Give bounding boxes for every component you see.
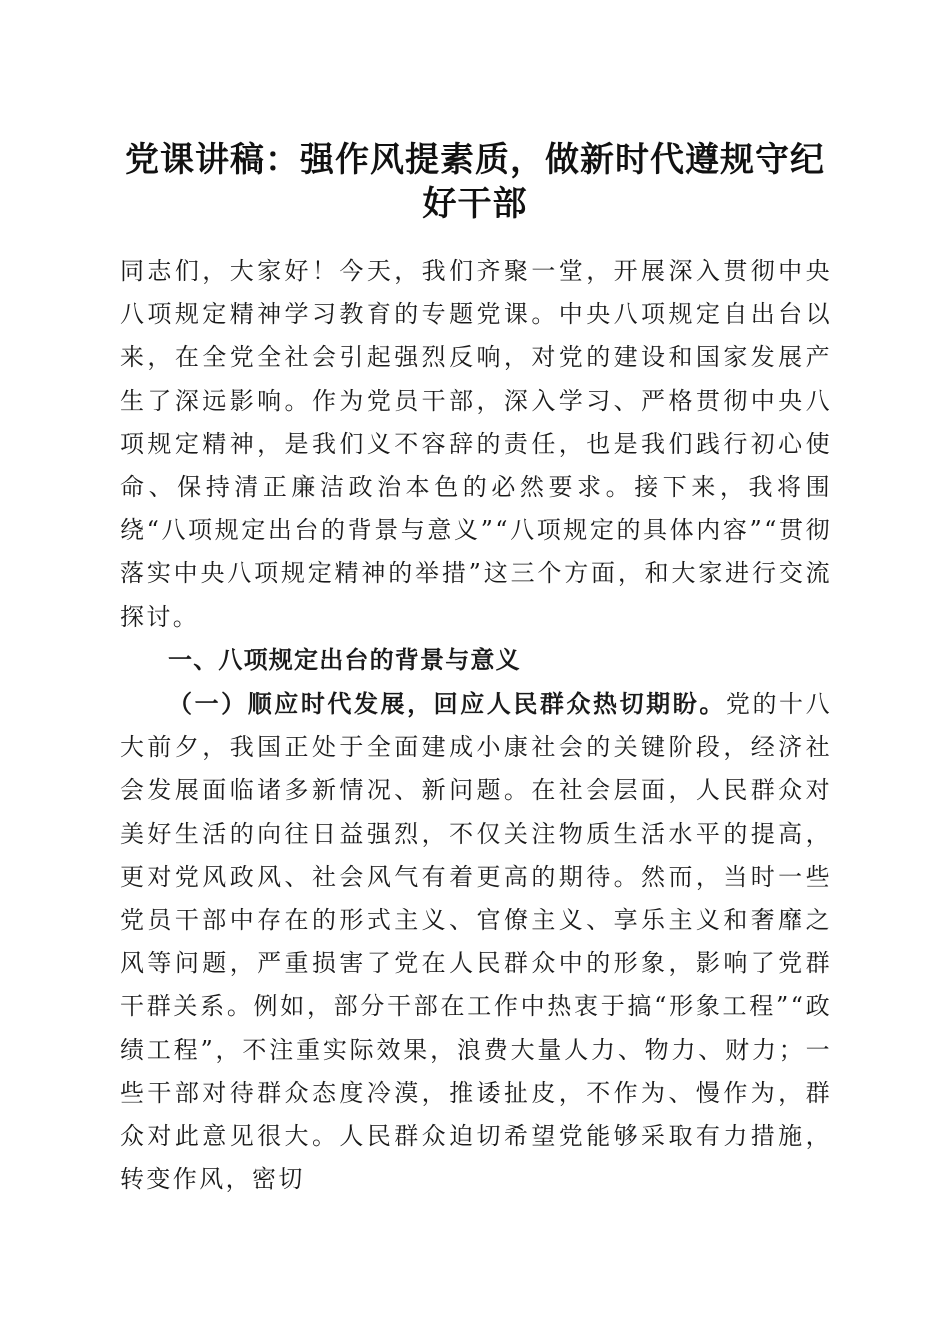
subsection-paragraph-1 xyxy=(120,682,832,1201)
document-body xyxy=(120,250,832,1201)
subsection-lead-1: （一）顺应时代发展，回应人民群众热切期盼。 xyxy=(168,689,726,719)
intro-paragraph: 同志们，大家好！今天，我们齐聚一堂，开展深入贯彻中央八项规定精神学习教育的专题党课。中央八项规定自出台以来，在全党全社会引起强烈反响，对党的建设和国家发展产生了深远影响。作为党员干部，深入学习、严格贯彻中央八项规定精神，是我们义不容辞的责任，也是我们践行初心使命、保持清正廉洁政治本色的必然要求。接下来，我将围绕“八项规定出台的背景与意义”“八项规定的具体内容”“贯彻落实中央八项规定精神的举措”这三个方面，和大家进行交流探讨。 xyxy=(120,257,832,631)
subsection-body-1: 党的十八大前夕，我国正处于全面建成小康社会的关键阶段，经济社会发展面临诸多新情况、新问题。在社会层面，人民群众对美好生活的向往日益强烈，不仅关注物质生活水平的提高，更对党风政风、社会风气有着更高的期待。然而，当时一些党员干部中存在的形式主义、官僚主义、享乐主义和奢靡之风等问题，严重损害了党在人民群众中的形象，影响了党群干群关系。例如，部分干部在工作中热衷于搞“形象工程”“政绩工程”，不注重实际效果，浪费大量人力、物力、财力；一些干部对待群众态度冷漠，推诿扯皮，不作为、慢作为，群众对此意见很大。人民群众迫切希望党能够采取有力措施，转变作风，密切 xyxy=(120,690,832,1194)
document-title: 党课讲稿：强作风提素质，做新时代遵规守纪好干部 xyxy=(125,140,825,224)
section-heading-1: 一、八项规定出台的背景与意义 xyxy=(168,645,521,674)
